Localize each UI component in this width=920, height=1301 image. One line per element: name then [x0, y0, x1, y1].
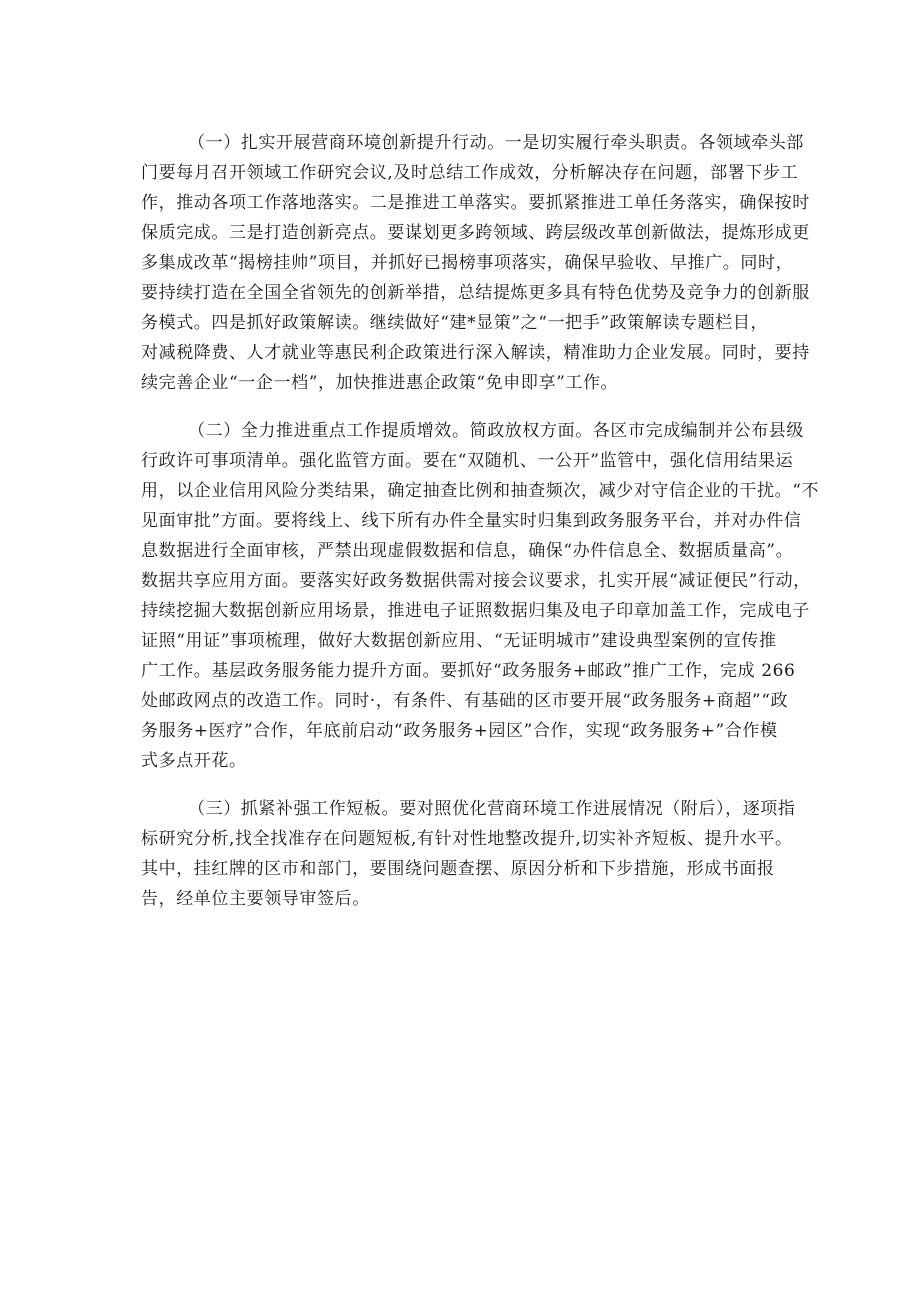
- paragraph-1-line-6: 要持续打造在全国全省领先的创新举措，总结提炼更多具有特色优势及竞争力的创新服: [141, 283, 810, 303]
- paragraph-2-line-11: 务服务+医疗”合作，年底前启动“政务服务+园区”合作，实现“政务服务+”合作模: [141, 721, 778, 741]
- paragraph-1-line-3: 作，推动各项工作落地落实。二是推进工单落实。要抓紧推进工单任务落实，确保按时: [141, 193, 810, 213]
- paragraph-2-line-1: （二）全力推进重点工作提质增效。简政放权方面。各区市完成编制并公布县级: [188, 421, 804, 441]
- paragraph-1-line-4: 保质完成。三是打造创新亮点。要谋划更多跨领域、跨层级改革创新做法，提炼形成更: [141, 223, 810, 243]
- paragraph-2-line-2: 行政许可事项清单。强化监管方面。要在“双随机、一公开”监管中，强化信用结果运: [141, 451, 794, 471]
- paragraph-3-line-3: 其中，挂红牌的区市和部门，要围绕问题查摆、原因分析和下步措施，形成书面报: [141, 859, 775, 879]
- paragraph-2-line-4: 见面审批”方面。要将线上、线下所有办件全量实时归集到政务服务平台，并对办件信: [141, 511, 802, 531]
- paragraph-2-line-7: 持续挖掘大数据创新应用场景，推进电子证照数据归集及电子印章加盖工作，完成电子: [141, 601, 810, 621]
- paragraph-3-line-4: 告，经单位主要领导审签后。: [141, 889, 370, 909]
- paragraph-1-line-9: 续完善企业“一企一档”，加快推进惠企政策“免申即享”工作。: [141, 373, 619, 393]
- paragraph-2-line-5: 息数据进行全面审核，严禁出现虚假数据和信息，确保“办件信息全、数据质量高”。: [141, 541, 794, 561]
- paragraph-3-line-2: 标研究分析,找全找准存在问题短板,有针对性地整改提升,切实补齐短板、提升水平。: [141, 829, 793, 849]
- paragraph-1-line-8: 对减税降费、人才就业等惠民利企政策进行深入解读，精准助力企业发展。同时，要持: [141, 343, 810, 363]
- paragraph-2-line-10: 处邮政网点的改造工作。同时·，有条件、有基础的区市要开展“政务服务+商超”“政: [141, 691, 789, 711]
- paragraph-3-line-1: （三）抓紧补强工作短板。要对照优化营商环境工作进展情况（附后），逐项指: [188, 799, 796, 819]
- paragraph-2-line-9: 广工作。基层政务服务能力提升方面。要抓好“政务服务+邮政”推广工作，完成 266: [141, 661, 796, 681]
- paragraph-1-line-1: （一）扎实开展营商环境创新提升行动。一是切实履行牵头职责。各领域牵头部: [188, 133, 804, 153]
- paragraph-2-line-6: 数据共享应用方面。要落实好政务数据供需对接会议要求，扎实开展“减证便民”行动，: [141, 571, 811, 591]
- paragraph-1-line-7: 务模式。四是抓好政策解读。继续做好“建*显策”之“一把手”政策解读专题栏目，: [141, 313, 769, 333]
- paragraph-1-line-2: 门要每月召开领域工作研究会议,及时总结工作成效，分析解决存在问题，部署下步工: [141, 163, 799, 183]
- paragraph-2-line-12: 式多点开花。: [141, 751, 247, 771]
- paragraph-2-line-8: 证照“用证”事项梳理，做好大数据创新应用、“无证明城市”建设典型案例的宣传推: [141, 631, 777, 651]
- paragraph-2-line-3: 用，以企业信用风险分类结果，确定抽查比例和抽查频次，减少对守信企业的干扰。“不: [141, 481, 820, 501]
- paragraph-1-line-5: 多集成改革“揭榜挂帅”项目，并抓好已揭榜事项落实，确保早验收、早推广。同时，: [141, 253, 794, 273]
